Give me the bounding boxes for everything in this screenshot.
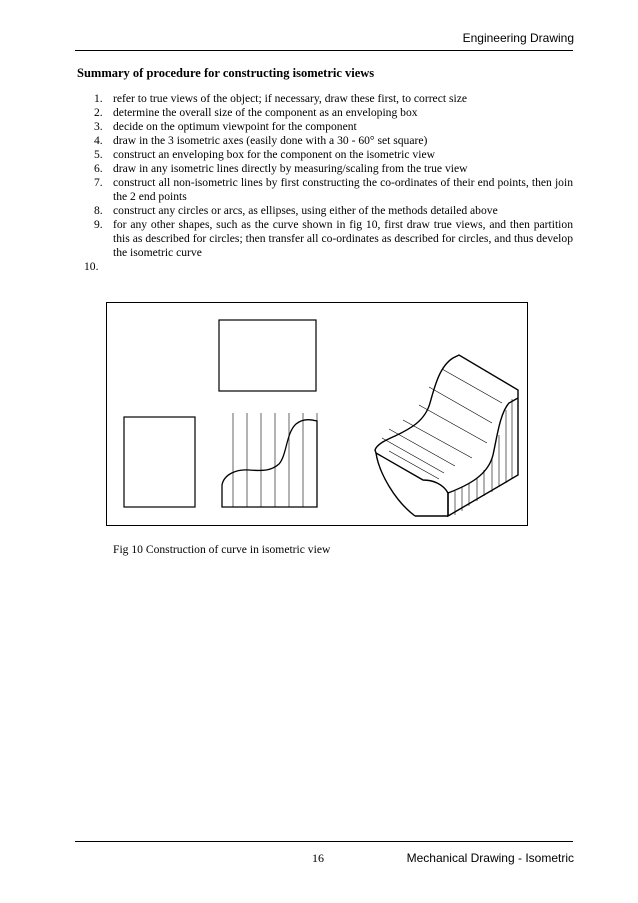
list-item — [80, 204, 573, 218]
list-item — [80, 106, 573, 120]
figure-caption: Fig 10 Construction of curve in isometric view — [113, 543, 331, 556]
page-number: 16 — [312, 851, 324, 865]
figure-frame — [106, 302, 528, 526]
list-item — [80, 176, 573, 204]
isometric-curve-drawing — [107, 303, 529, 527]
list-item-text: decide on the optimum viewpoint for the component — [113, 120, 357, 133]
list-item-number: 6. — [94, 162, 103, 175]
front-view-curve — [222, 413, 317, 507]
list-item — [80, 92, 573, 106]
list-item-text: construct all non-isometric lines by first constructing the co-ordinates of their end points, then join the 2 end points — [113, 176, 573, 203]
list-item — [80, 218, 573, 260]
list-item — [80, 134, 573, 148]
list-item-number: 1. — [94, 92, 103, 105]
header-rule — [75, 50, 573, 51]
procedure-list — [80, 92, 573, 273]
list-item — [80, 162, 573, 176]
list-item — [80, 120, 573, 134]
list-item-number: 3. — [94, 120, 103, 133]
list-item-text: draw in the 3 isometric axes (easily done with a 30 - 60° set square) — [113, 134, 428, 147]
list-item-number: 4. — [94, 134, 103, 147]
list-item-text: draw in any isometric lines directly by measuring/scaling from the true view — [113, 162, 468, 175]
section-heading: Summary of procedure for constructing isometric views — [77, 66, 375, 80]
footer-title: Mechanical Drawing - Isometric — [406, 851, 574, 865]
list-item-text: construct an enveloping box for the component on the isometric view — [113, 148, 435, 161]
top-view-rectangle — [219, 320, 316, 391]
list-item-number: 10. — [84, 260, 99, 273]
list-item-number: 9. — [94, 218, 103, 231]
list-item-number: 7. — [94, 176, 103, 189]
header-title: Engineering Drawing — [462, 31, 574, 45]
isometric-view — [375, 355, 518, 516]
list-item-number: 5. — [94, 148, 103, 161]
list-item-number: 8. — [94, 204, 103, 217]
footer-rule — [75, 841, 573, 842]
list-item-text: for any other shapes, such as the curve shown in fig 10, first draw true views, and then partition this as described for circles; then transfer all co-ordinates as described for circles, and thus develop the isometric curve — [113, 218, 573, 259]
side-view-rectangle — [124, 417, 195, 507]
list-item-text: construct any circles or arcs, as ellipses, using either of the methods detailed above — [113, 204, 498, 217]
list-item-text: refer to true views of the object; if necessary, draw these first, to correct size — [113, 92, 467, 105]
list-item-text: determine the overall size of the component as an enveloping box — [113, 106, 418, 119]
list-item-number: 2. — [94, 106, 103, 119]
list-item — [80, 148, 573, 162]
